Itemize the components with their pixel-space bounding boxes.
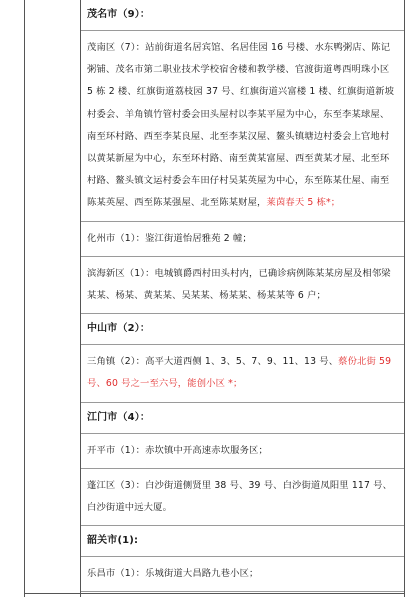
table-border-left (24, 0, 25, 597)
district-text-sanjiao: 三角镇（2）：高平大道西侧 1、3、5、7、9、11、13 号、 (87, 356, 339, 368)
district-row-maonan (81, 31, 404, 222)
district-row-pengjiang: 蓬江区（3）：白沙街道侧贤里 38 号、39 号、白沙街道凤阳里 117 号、白沙街道中远大厦。 (81, 469, 404, 526)
table-frame (24, 0, 405, 597)
table-content-column (81, 0, 404, 592)
district-text-maonan: 茂南区（7）：站前街道名居宾馆、名居佳园 16 号楼、水东鸭粥店、陈记粥铺、茂名市第二职业技术学校宿舍楼和教学楼、官渡街道粤西明珠小区 5 栋 2 楼、红旗街道荔枝园 37 号、红旗街道兴富楼 1 楼、红旗街道新坡村委会、羊角镇竹管村委会田头屋村以李某平屋为中心，东至李某球屋、南至环村路、西至李某良屋、北至李某汉屋、鳌头镇塘边村委会上官地村以黄某新屋为中心，东至环村路、南至黄某富屋、西至黄某才屋、北至环村路、鳌头镇文运村委会车田仔村吴某英屋为中心，东至陈某仕屋、南至陈某英屋、西至陈某强屋、北至陈某财屋， (87, 42, 395, 209)
table-border-bottom (24, 593, 405, 594)
highlighted-location: 蔡份北街 59 号、60 号之一至六号，能创小区 *； (87, 356, 392, 390)
district-row-binhai: 滨海新区（1）：电城镇爵西村田头村内，已确诊病例陈某某房屋及相邻梁某某、杨某、黄某某、吴某某、杨某某、杨某某等 6 户； (81, 257, 404, 314)
city-header-jiangmen: 江门市（4）： (81, 403, 404, 434)
district-row-huazhou: 化州市（1）：鉴江街道怡居雅苑 2 幢； (81, 222, 404, 257)
city-header-zhongshan: 中山市（2）： (81, 314, 404, 345)
city-header-shaoguan: 韶关市(1): (81, 526, 404, 557)
table-border-right (404, 0, 405, 597)
district-row-sanjiao (81, 345, 404, 402)
district-row-kaiping: 开平市（1）：赤坎镇中开高速赤坎服务区； (81, 434, 404, 469)
district-row-lechang: 乐昌市（1）：乐城街道大昌路九巷小区； (81, 557, 404, 592)
highlighted-location: 莱茵春天 5 栋*； (266, 197, 341, 209)
city-header-maoming: 茂名市（9）： (81, 0, 404, 31)
